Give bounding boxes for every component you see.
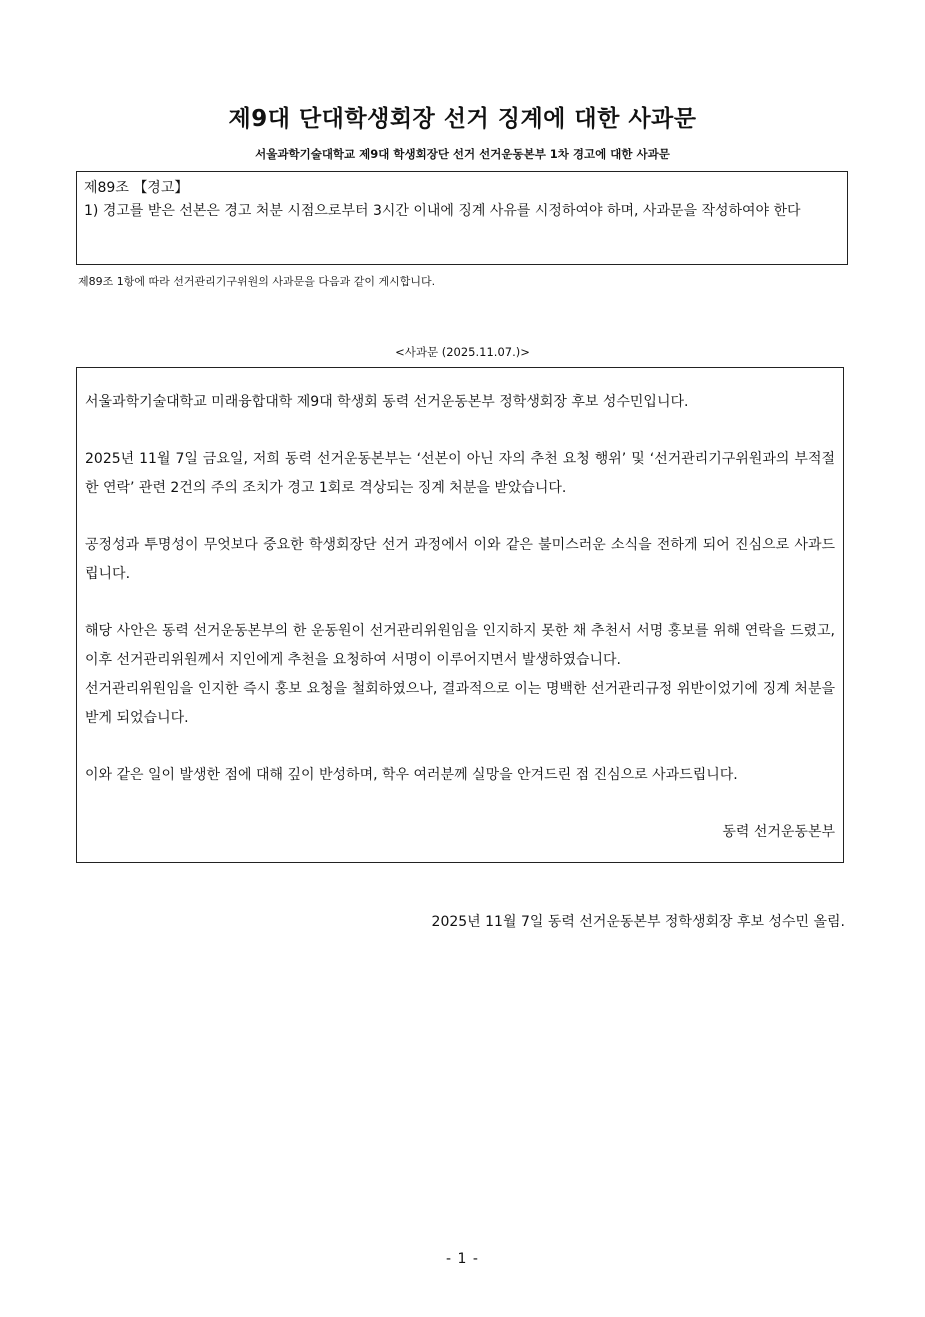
page-number: - 1 - [446, 1251, 479, 1267]
apology-paragraph-intro: 서울과학기술대학교 미래융합대학 제9대 학생회 동력 선거운동본부 정학생회장 후보 성수민입니다. [85, 394, 689, 410]
posting-notice: 제89조 1항에 따라 선거관리기구위원의 사과문을 다음과 같이 게시합니다. [78, 275, 436, 288]
document-subtitle: 서울과학기술대학교 제9대 학생회장단 선거 선거운동본부 1차 경고에 대한 사과문 [255, 147, 670, 161]
rule-body: 1) 경고를 받은 선본은 경고 처분 시점으로부터 3시간 이내에 징계 사유를 시정하여야 하며, 사과문을 작성하여야 한다 [84, 203, 801, 219]
apology-paragraph-outcome: 선거관리위원임을 인지한 즉시 홍보 요청을 철회하였으나, 결과적으로 이는 명백한 선거관리규정 위반이었기에 징계 처분을 받게 되었습니다. [85, 681, 835, 726]
apology-paragraph-incident: 2025년 11월 7일 금요일, 저희 동력 선거운동본부는 ‘선본이 아닌 자의 추천 요청 행위’ 및 ‘선거관리기구위원과의 부적절한 연락’ 관련 2건의 주의 조치가 경고 1회로 격상되는 징계 처분을 받았습니다. [85, 451, 835, 496]
apology-signoff: 동력 선거운동본부 [722, 824, 835, 840]
rule-heading: 제89조 【경고】 [84, 180, 189, 196]
apology-paragraph-closing: 이와 같은 일이 발생한 점에 대해 깊이 반성하며, 학우 여러분께 실망을 안겨드린 점 진심으로 사과드립니다. [85, 767, 738, 783]
apology-box [76, 367, 844, 863]
document-title: 제9대 단대학생회장 선거 징계에 대한 사과문 [228, 106, 697, 132]
rule-excerpt-box [76, 171, 848, 265]
apology-paragraph-regret: 공정성과 투명성이 무엇보다 중요한 학생회장단 선거 과정에서 이와 같은 불미스러운 소식을 전하게 되어 진심으로 사과드립니다. [85, 537, 835, 582]
closing-signature: 2025년 11월 7일 동력 선거운동본부 정학생회장 후보 성수민 올림. [431, 914, 845, 930]
apology-caption: <사과문 (2025.11.07.)> [395, 345, 530, 359]
apology-paragraph-details: 해당 사안은 동력 선거운동본부의 한 운동원이 선거관리위원임을 인지하지 못한 채 추천서 서명 홍보를 위해 연락을 드렸고, 이후 선거관리위원께서 지인에게 추천을 요청하여 서명이 이루어지면서 발생하였습니다. [85, 623, 835, 668]
